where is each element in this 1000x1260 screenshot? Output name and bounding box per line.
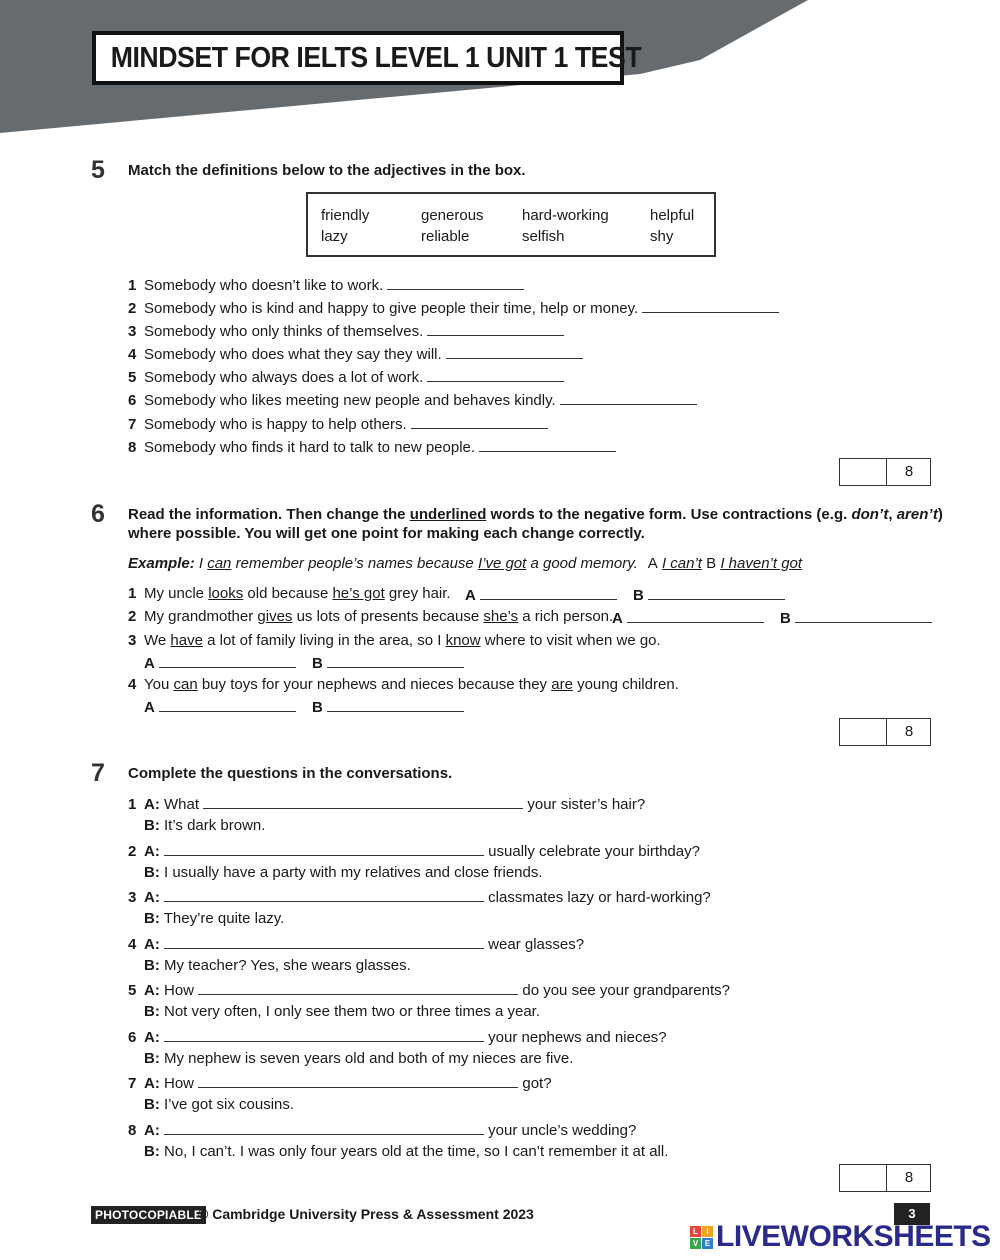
liveworksheets-logo[interactable] [690,1220,991,1254]
s6-item: 2 My grandmother gives us lots of presents because she’s a rich person. [128,608,614,625]
section-6-instruction: Read the information. Then change the underlined words to the negative form. Use contractions (e.g. don’t, aren’t) [128,506,943,523]
answer-blank[interactable] [642,298,779,313]
s5-item: 5 Somebody who always does a lot of work. [128,367,564,386]
s7-answer: B: They’re quite lazy. [144,910,285,927]
score-box [839,1164,931,1192]
answer-blank[interactable] [479,437,616,452]
score-total: 8 [904,463,914,480]
s7-question: 3 A: classmates lazy or hard-working? [128,889,711,906]
s6-item: 4 You can buy toys for your nephews and nieces because they are young children. [128,676,679,693]
section-7-number: 7 [91,759,105,787]
adjective: shy [650,228,674,245]
s7-answer: B: I usually have a party with my relatives and close friends. [144,864,543,881]
score-total: 8 [904,723,914,740]
answer-blank[interactable] [164,841,484,856]
section-6-number: 6 [91,500,105,528]
answer-blank[interactable] [480,585,617,600]
answer-blank[interactable] [446,344,583,359]
s7-answer: B: My teacher? Yes, she wears glasses. [144,957,411,974]
adjective-box [306,192,716,257]
s6-item: 3 We have a lot of family living in the area, so I know where to visit when we go. [128,632,661,649]
s7-question: 8 A: your uncle’s wedding? [128,1122,637,1139]
section-7-instruction: Complete the questions in the conversations. [128,765,453,782]
s6-item1-answers: A B [465,585,785,604]
adjective: selfish [522,228,565,245]
answer-blank[interactable] [427,367,564,382]
answer-blank[interactable] [203,794,523,809]
page-title: MINDSET FOR IELTS LEVEL 1 UNIT 1 TEST [110,41,642,74]
answer-blank[interactable] [327,697,464,712]
s5-item: 7 Somebody who is happy to help others. [128,414,548,433]
answer-blank[interactable] [411,414,548,429]
page-number: 3 [894,1203,930,1225]
s5-item: 3 Somebody who only thinks of themselves. [128,321,564,340]
s7-answer: B: My nephew is seven years old and both of my nieces are five. [144,1050,574,1067]
s7-answer: B: I’ve got six cousins. [144,1096,295,1113]
answer-blank[interactable] [159,653,296,668]
s6-item4-answers: A B [144,697,464,716]
answer-blank[interactable] [164,887,484,902]
answer-blank[interactable] [627,608,764,623]
s7-answer: B: It’s dark brown. [144,817,266,834]
score-box [839,718,931,746]
liveworksheets-brand: LIVEWORKSHEETS [716,1220,991,1253]
section-5-instruction: Match the definitions below to the adjectives in the box. [128,162,526,179]
answer-blank[interactable] [164,1120,484,1135]
s6-item2-answers: A B [612,608,932,627]
s5-item: 8 Somebody who finds it hard to talk to new people. [128,437,616,456]
score-box [839,458,931,486]
section-6-instruction-line2: where possible. You will get one point for making each change correctly. [128,525,645,542]
s5-item: 1 Somebody who doesn’t like to work. [128,275,524,294]
answer-blank[interactable] [427,321,564,336]
example-line: Example: I can remember people’s names because I’ve got a good memory. A I can’t B I haven’t got [128,555,803,572]
s7-question: 5 A: How do you see your grandparents? [128,982,731,999]
s5-item: 6 Somebody who likes meeting new people and behaves kindly. [128,390,697,409]
adjective: generous [421,207,484,224]
answer-blank[interactable] [198,980,518,995]
section-5-number: 5 [91,156,105,184]
answer-blank[interactable] [560,390,697,405]
s7-question: 2 A: usually celebrate your birthday? [128,843,700,860]
answer-blank[interactable] [159,697,296,712]
answer-blank[interactable] [648,585,785,600]
answer-blank[interactable] [164,934,484,949]
answer-blank[interactable] [795,608,932,623]
s7-answer: B: Not very often, I only see them two or three times a year. [144,1003,541,1020]
photocopiable-badge: PHOTOCOPIABLE [91,1206,206,1224]
adjective: friendly [321,207,370,224]
adjective: lazy [321,228,348,245]
s7-question: 4 A: wear glasses? [128,936,585,953]
score-total: 8 [904,1169,914,1186]
s6-item: 1 My uncle looks old because he’s got grey hair. [128,585,451,602]
title-box [92,31,642,85]
s5-item: 4 Somebody who does what they say they will. [128,344,583,363]
answer-blank[interactable] [164,1027,484,1042]
liveworksheets-icon: L I V E [690,1226,713,1249]
s7-answer: B: No, I can’t. I was only four years old at the time, so I can’t remember it at all. [144,1143,669,1160]
adjective: hard-working [522,207,609,224]
s6-item3-answers: A B [144,653,464,672]
answer-blank[interactable] [387,275,524,290]
adjective: reliable [421,228,470,245]
s7-question: 6 A: your nephews and nieces? [128,1029,667,1046]
s7-question: 1 A: What your sister’s hair? [128,796,646,813]
copyright-text: © Cambridge University Press & Assessment 2023 [198,1206,534,1222]
adjective: helpful [650,207,695,224]
answer-blank[interactable] [327,653,464,668]
answer-blank[interactable] [198,1073,518,1088]
s7-question: 7 A: How got? [128,1075,552,1092]
s5-item: 2 Somebody who is kind and happy to give people their time, help or money. [128,298,779,317]
